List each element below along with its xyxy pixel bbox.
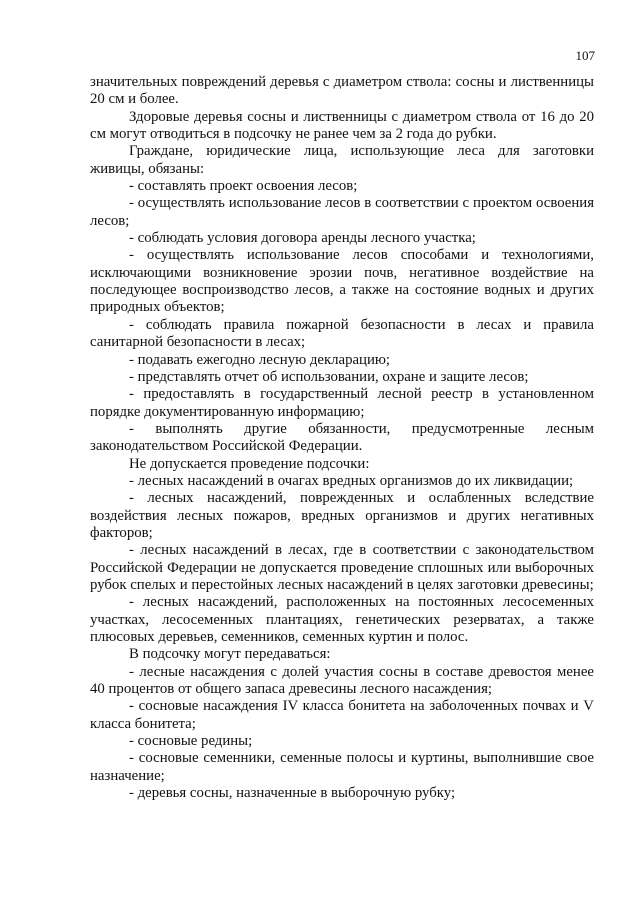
list-item: - сосновые редины;	[129, 733, 253, 750]
list-item: - лесных насаждений, расположенных на постоянных лесосеменных участках, лесосеменных плантациях, генетических резерватах, а также плюсовых деревьев, семенников, семенных куртин и полос.	[90, 594, 594, 645]
list-item: - осуществлять использование лесов способами и технологиями, исключающими возникновение эрозии почв, негативное воздействие на последующее воспроизводство лесов, а также на состояние водных и других природных объектов;	[90, 247, 594, 316]
list-item: - соблюдать условия договора аренды лесного участка;	[129, 230, 476, 247]
list-item: - представлять отчет об использовании, охране и защите лесов;	[129, 368, 529, 385]
list-item: - сосновые насаждения IV класса бонитета на заболоченных почвах и V класса бонитета;	[90, 698, 594, 732]
paragraph: В подсочку могут передаваться:	[129, 646, 331, 663]
paragraph: Здоровые деревья сосны и лиственницы с диаметром ствола от 16 до 20 см могут отводиться в подсочку не ранее чем за 2 года до рубки.	[90, 108, 594, 143]
list-item: - лесные насаждения с долей участия сосны в составе древостоя менее 40 процентов от общего запаса древесины лесного насаждения;	[90, 663, 594, 698]
paragraph: Не допускается проведение подсочки:	[129, 455, 370, 472]
list-item: - соблюдать правила пожарной безопасности в лесах и правила санитарной безопасности в лесах;	[90, 316, 594, 351]
page-body	[90, 74, 594, 802]
list-item: - деревья сосны, назначенные в выборочную рубку;	[129, 785, 456, 802]
list-item: - составлять проект освоения лесов;	[129, 178, 358, 195]
list-item: - лесных насаждений в очагах вредных организмов до их ликвидации;	[129, 472, 574, 489]
list-item: - предоставлять в государственный лесной реестр в установленном порядке документированную информацию;	[90, 386, 594, 420]
list-item: - лесных насаждений, поврежденных и ослабленных вследствие воздействия лесных пожаров, вредных организмов и других негативных факторов;	[90, 490, 594, 541]
list-item: - лесных насаждений в лесах, где в соответствии с законодательством Российской Федерации не допускается проведение сплошных или выборочных рубок спелых и перестойных лесных насаждений в целях заготовки древесины;	[90, 542, 594, 593]
list-item: - сосновые семенники, семенные полосы и куртины, выполнившие свое назначение;	[90, 750, 594, 784]
page-number: 107	[575, 48, 595, 63]
list-item: - подавать ежегодно лесную декларацию;	[129, 351, 391, 368]
paragraph: Граждане, юридические лица, использующие леса для заготовки живицы, обязаны:	[90, 143, 594, 177]
list-item: - осуществлять использование лесов в соответствии с проектом освоения лесов;	[90, 195, 594, 229]
paragraph: значительных повреждений деревья с диаметром ствола: сосны и лиственницы 20 см и более.	[90, 74, 594, 108]
list-item: - выполнять другие обязанности, предусмотренные лесным законодательством Российской Федерации.	[90, 420, 594, 455]
